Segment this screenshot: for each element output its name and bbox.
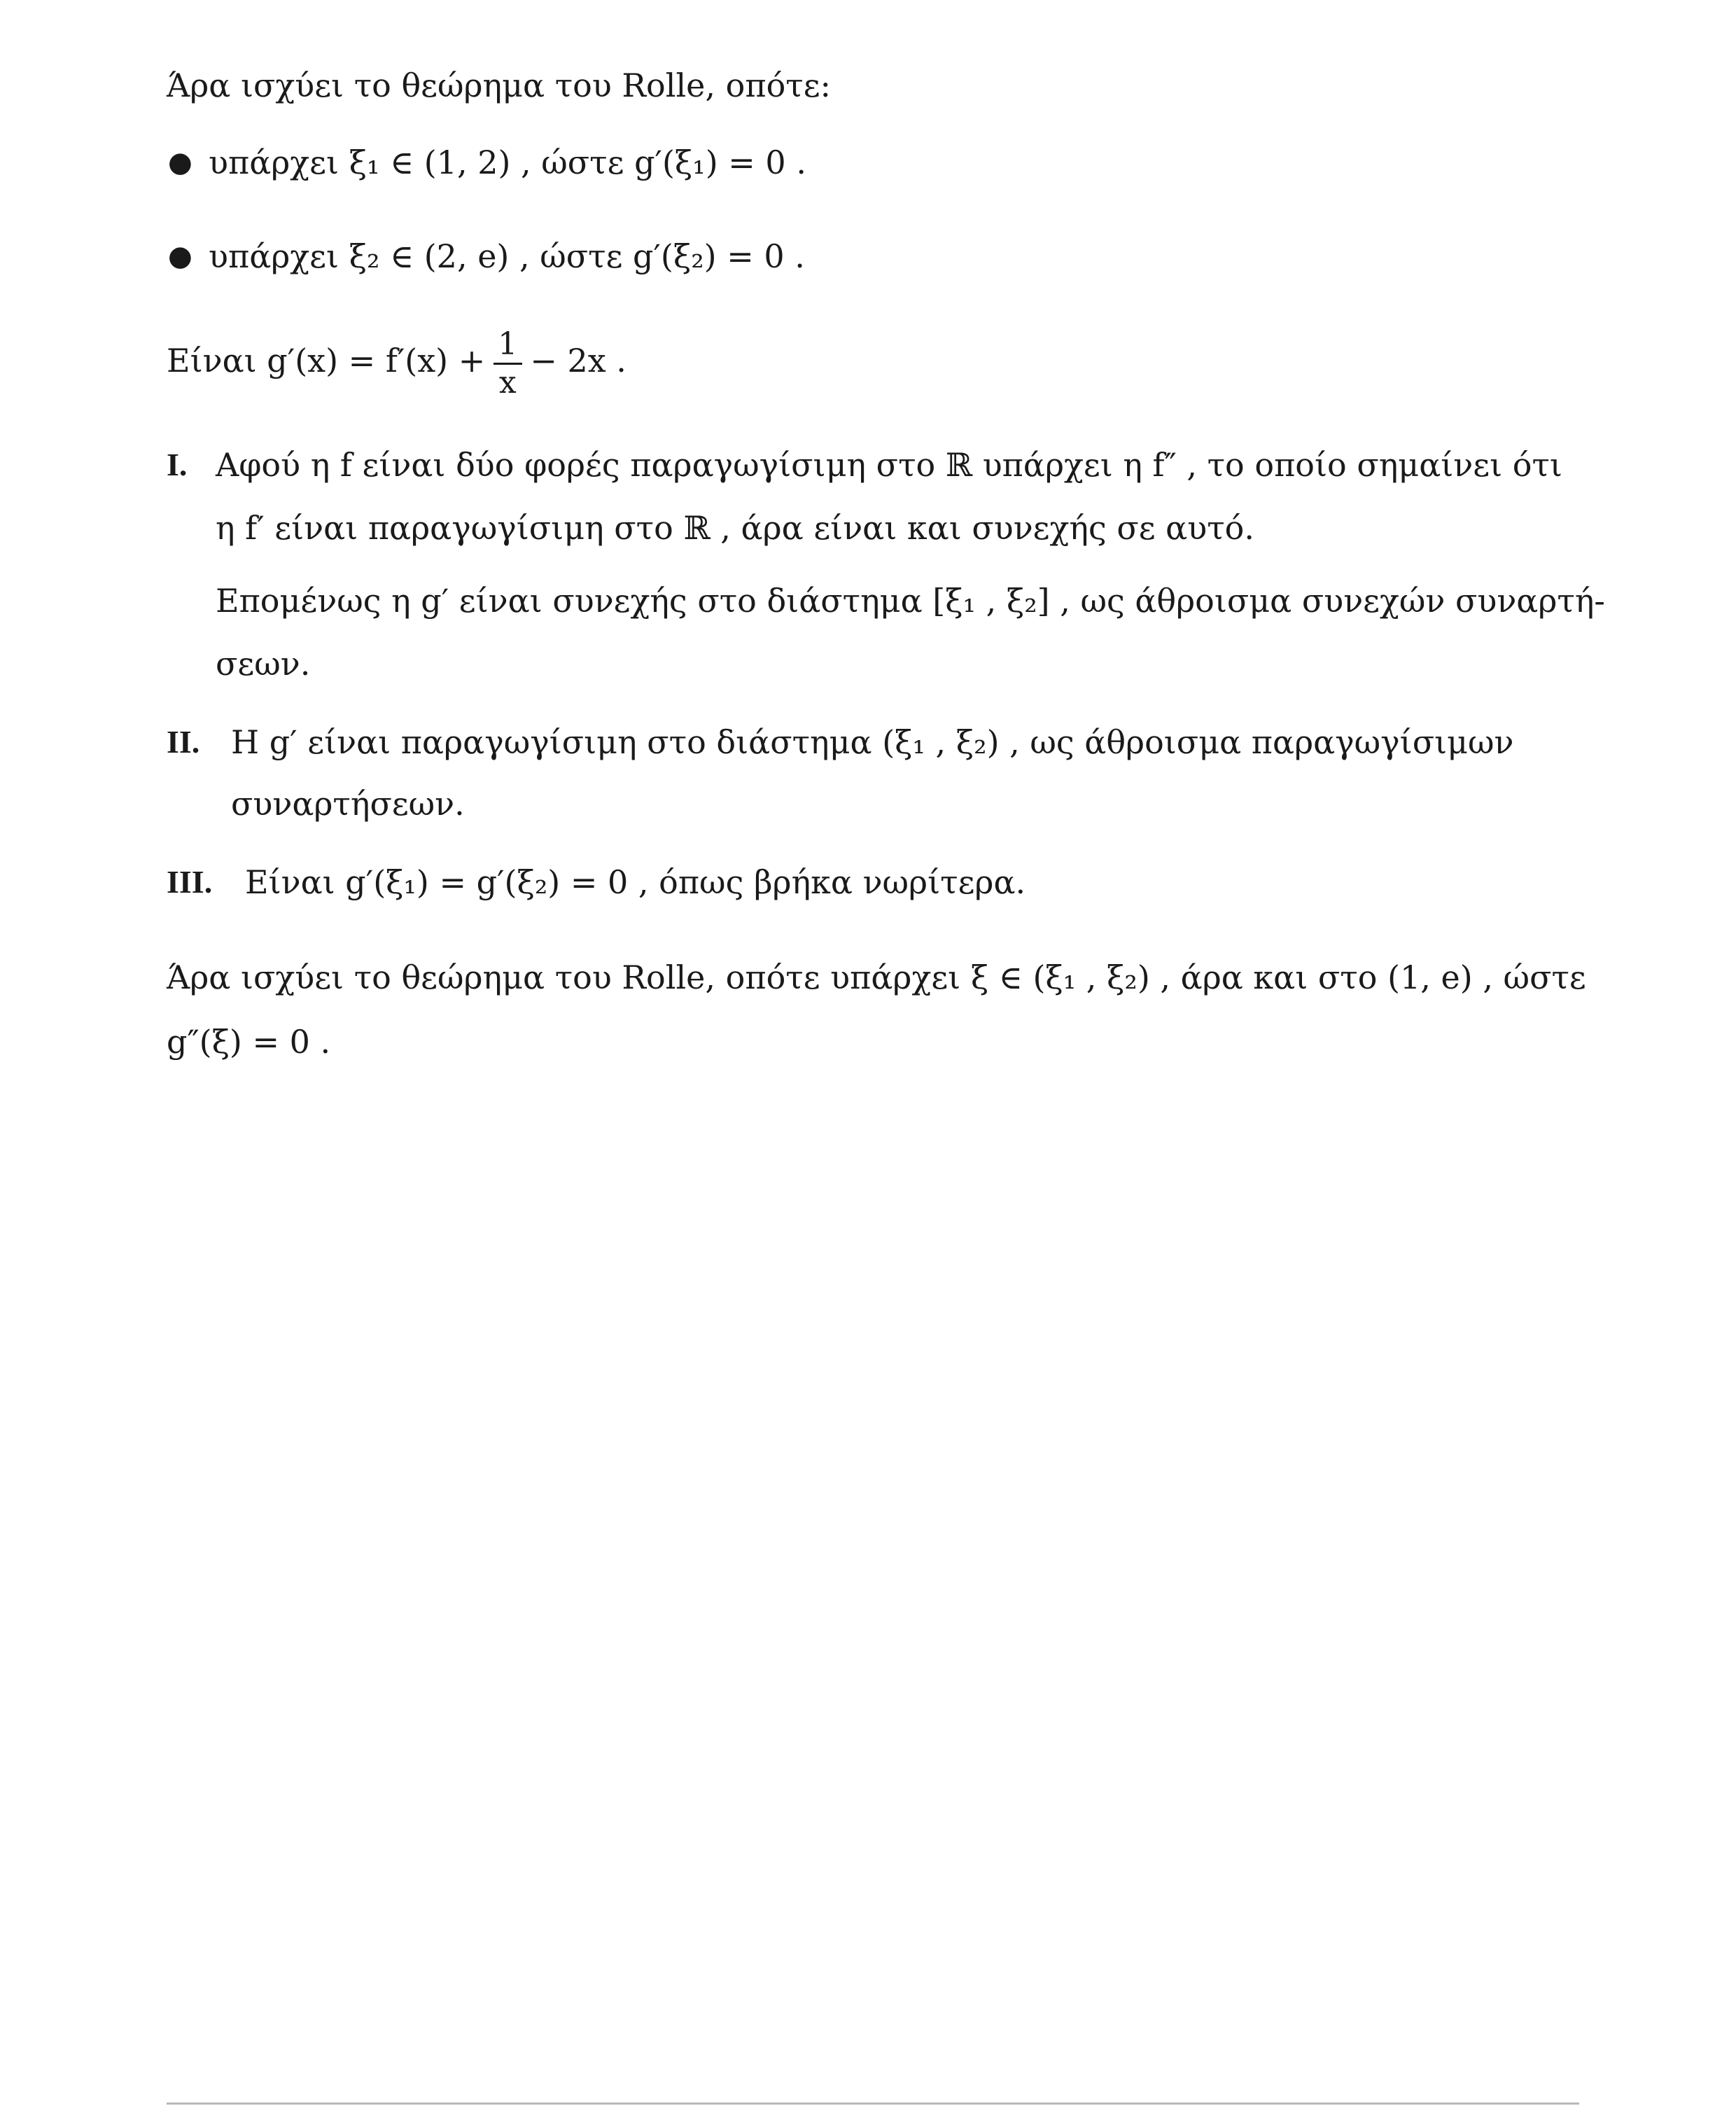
- item-i-line-3: Επομένως η g′ είναι συνεχής στο διάστημα [ξ₁ , ξ₂] , ως άθροισμα συνεχών συναρτή-: [216, 582, 1605, 620]
- footer-divider: [167, 2102, 1579, 2105]
- derivative-prefix: Είναι g′(x) = f′(x) +: [167, 342, 486, 379]
- derivative-equation: [167, 322, 626, 401]
- item-label-i: I.: [167, 447, 188, 482]
- bullet-icon: ●: [168, 146, 192, 179]
- item-i-line-2: η f′ είναι παραγωγίσιμη στο ℝ , άρα είναι και συνεχής σε αυτό.: [216, 509, 1254, 547]
- fraction-numerator: 1: [498, 326, 518, 362]
- item-label-ii: II.: [167, 724, 200, 760]
- item-ii-line-1: Η g′ είναι παραγωγίσιμη στο διάστημα (ξ₁ , ξ₂) , ως άθροισμα παραγωγίσιμων: [231, 723, 1514, 761]
- bullet-item-2: υπάρχει ξ₂ ∈ (2, e) , ώστε g′(ξ₂) = 0 .: [209, 237, 805, 275]
- derivative-suffix: − 2x .: [530, 342, 626, 379]
- conclusion-line-1: Άρα ισχύει το θεώρημα του Rolle, οπότε υπάρχει ξ ∈ (ξ₁ , ξ₂) , άρα και στο (1, e) , ώστε: [167, 958, 1586, 996]
- fraction-denominator: x: [493, 363, 522, 401]
- bullet-item-1: υπάρχει ξ₁ ∈ (1, 2) , ώστε g′(ξ₁) = 0 .: [209, 144, 806, 181]
- item-i-line-1: Αφού η f είναι δύο φορές παραγωγίσιμη στο ℝ υπάρχει η f″ , το οποίο σημαίνει ότι: [216, 446, 1562, 484]
- item-iii-line-1: Είναι g′(ξ₁) = g′(ξ₂) = 0 , όπως βρήκα νωρίτερα.: [245, 863, 1026, 901]
- item-ii-line-2: συναρτήσεων.: [231, 785, 465, 823]
- bullet-icon: ●: [168, 240, 192, 272]
- item-i-line-4: σεων.: [216, 645, 311, 683]
- item-label-iii: III.: [167, 864, 213, 900]
- conclusion-line-2: g″(ξ) = 0 .: [167, 1023, 331, 1061]
- fraction: [492, 326, 523, 401]
- intro-text: Άρα ισχύει το θεώρημα του Rolle, οπότε:: [167, 67, 832, 104]
